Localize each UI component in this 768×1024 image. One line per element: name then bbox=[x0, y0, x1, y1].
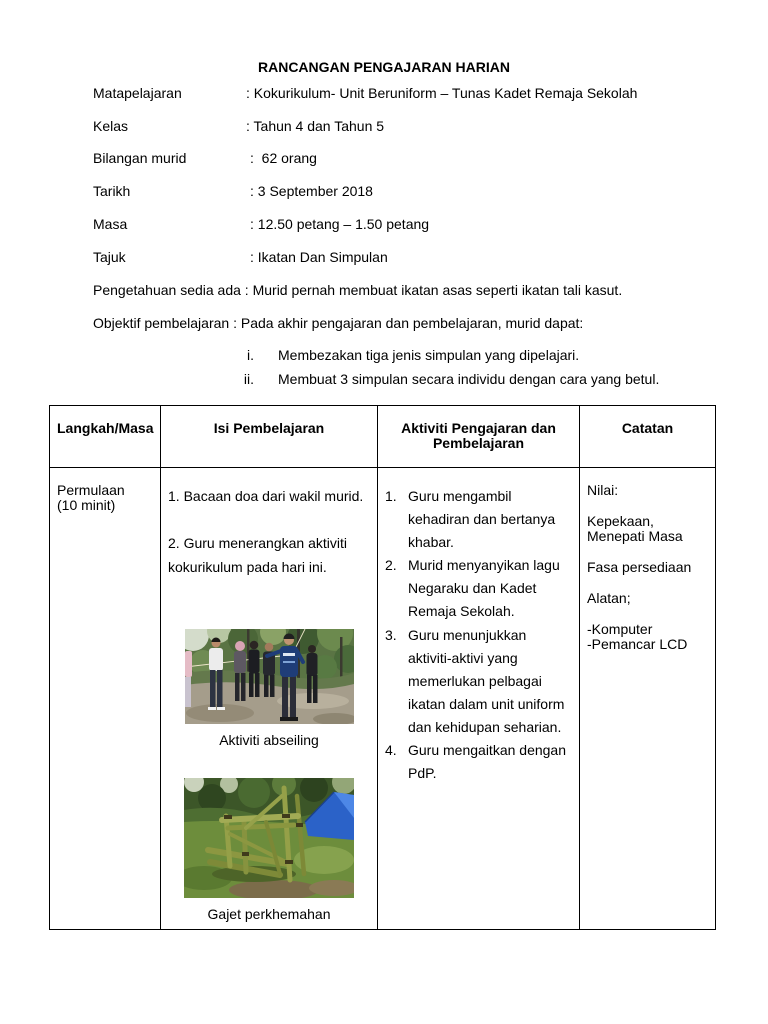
tool-item: -Komputer bbox=[587, 621, 653, 637]
objective-item bbox=[0, 371, 768, 387]
activity-number: 2. bbox=[385, 557, 397, 574]
tools-list bbox=[587, 622, 709, 652]
objective-intro: Objektif pembelajaran : Pada akhir pengajaran dan pembelajaran, murid dapat: bbox=[93, 315, 584, 331]
header-content: Isi Pembelajaran bbox=[161, 406, 378, 468]
values-list bbox=[587, 514, 709, 544]
header-activities: Aktiviti Pengajaran dan Pembelajaran bbox=[378, 406, 580, 468]
detail-label: Masa bbox=[93, 216, 128, 232]
detail-label: Kelas bbox=[93, 118, 129, 134]
camping-gadget-photo bbox=[184, 778, 354, 898]
abseiling-photo bbox=[185, 629, 354, 724]
detail-value: : 3 September 2018 bbox=[250, 183, 373, 199]
detail-row-topic bbox=[0, 249, 768, 265]
photo-caption: Aktiviti abseiling bbox=[219, 732, 319, 748]
lesson-table bbox=[49, 405, 716, 930]
detail-label: Matapelajaran bbox=[93, 85, 182, 101]
detail-value: : 12.50 petang – 1.50 petang bbox=[250, 216, 430, 232]
activity-text: Guru mengambil kehadiran dan bertanya khabar. bbox=[408, 488, 556, 551]
detail-row-subject bbox=[0, 85, 768, 101]
tool-item: -Pemancar LCD bbox=[587, 636, 688, 652]
activity-item bbox=[385, 485, 575, 554]
notes-cell bbox=[580, 468, 716, 930]
activities-cell bbox=[378, 468, 580, 930]
content-cell bbox=[161, 468, 378, 930]
stage-duration: (10 minit) bbox=[57, 497, 116, 513]
activity-item bbox=[385, 739, 575, 785]
activity-number: 1. bbox=[385, 488, 397, 504]
detail-row-date bbox=[0, 183, 768, 199]
values-label: Nilai: bbox=[587, 482, 619, 498]
photo-caption: Gajet perkhemahan bbox=[207, 906, 331, 922]
activity-text: Guru mengaitkan dengan PdP. bbox=[408, 742, 566, 782]
value-item: Menepati Masa bbox=[587, 528, 683, 544]
objective-marker: ii. bbox=[243, 371, 254, 387]
tools-label: Alatan; bbox=[587, 590, 631, 606]
value-item: Kepekaan, bbox=[587, 513, 654, 529]
objective-text: Membezakan tiga jenis simpulan yang dipelajari. bbox=[278, 347, 580, 363]
objective-marker: i. bbox=[247, 347, 254, 363]
detail-row-student-count bbox=[0, 150, 768, 166]
activity-text: Guru menunjukkan aktiviti-aktivi yang memerlukan pelbagai ikatan dalam unit uniform dan kehidupan seharian. bbox=[408, 626, 565, 735]
step-cell bbox=[50, 468, 161, 930]
header-step: Langkah/Masa bbox=[50, 406, 161, 468]
phase-text: Fasa persediaan bbox=[587, 559, 692, 575]
detail-value: : 62 orang bbox=[250, 150, 317, 166]
detail-value: : Kokurikulum- Unit Beruniform – Tunas Kadet Remaja Sekolah bbox=[246, 85, 638, 101]
detail-row-class bbox=[0, 118, 768, 134]
detail-value: : Tahun 4 dan Tahun 5 bbox=[246, 118, 385, 134]
detail-value: : Ikatan Dan Simpulan bbox=[250, 249, 388, 265]
prior-knowledge: Pengetahuan sedia ada : Murid pernah membuat ikatan asas seperti ikatan tali kasut. bbox=[93, 282, 623, 298]
content-item: 1. Bacaan doa dari wakil murid. bbox=[168, 488, 364, 504]
person bbox=[185, 651, 192, 707]
header-notes: Catatan bbox=[580, 406, 716, 468]
activity-item bbox=[385, 554, 575, 623]
objective-text: Membuat 3 simpulan secara individu dengan cara yang betul. bbox=[278, 371, 660, 387]
detail-row-time bbox=[0, 216, 768, 232]
activity-text: Murid menyanyikan lagu Negaraku dan Kadet Remaja Sekolah. bbox=[408, 557, 560, 620]
detail-label: Bilangan murid bbox=[93, 150, 187, 166]
content-item: 2. Guru menerangkan aktiviti kokurikulum pada hari ini. bbox=[168, 535, 347, 575]
activity-item bbox=[385, 624, 575, 739]
detail-label: Tarikh bbox=[93, 183, 131, 199]
document-title: RANCANGAN PENGAJARAN HARIAN bbox=[257, 59, 510, 75]
activity-number: 3. bbox=[385, 626, 397, 643]
activity-number: 4. bbox=[385, 742, 397, 759]
stage-name: Permulaan bbox=[57, 482, 125, 498]
objective-item bbox=[0, 347, 768, 363]
detail-label: Tajuk bbox=[93, 249, 126, 265]
